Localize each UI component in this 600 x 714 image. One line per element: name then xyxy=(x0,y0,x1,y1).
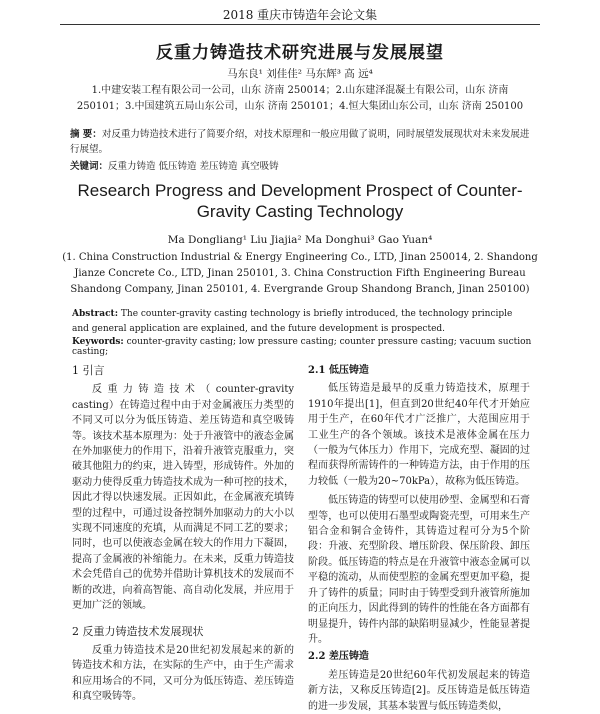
section-1-body: 反重力铸造技术（counter-gravity casting）在铸造过程中由于对金属液压力类型的不同又可以分为低压铸造、差压铸造和真空吸铸等。该技术基本原理为：处于升液管中的液态金属在外加驱使力的作用下，沿着升液管克服重力，突破其他阻力的约束，进入铸型，形成铸件。外加的驱动力使得反重力铸造技术成为一种可控的技术，因此才得以快速发展。正因如此，在金属液充填铸型的过程中，可通过设备控制外加驱动力的大小以实现不同速度的充填，从而满足不同工艺的要求；同时，也可以使液态金属在较大的作用力下凝固，提高了金属液的补缩能力。在未来，反重力铸造技术会凭借自己的优势并借助计算机技术的发展而不断的改进，向着高智能、高自动化发展，并应用于更加广泛的领域。 xyxy=(72,384,294,612)
en-keywords-text: counter-gravity casting; low pressure casting; counter pressure casting; vacuum suction casting; xyxy=(72,337,532,357)
en-keywords-label: Keywords: xyxy=(72,337,124,347)
section-2-2-para-1: 差压铸造是20世纪60年代初发展起来的铸造新方法，又称反压铸造[2]。反压铸造是低压铸造的进一步发展，其基本装置与低压铸造类似， xyxy=(308,669,530,712)
cn-keywords xyxy=(70,158,530,172)
en-abstract-text: The counter-gravity casting technology is briefly introduced, the technology principle and general application are explained, and the future development is prospected. xyxy=(72,309,513,334)
section-2-2-heading: 2.2 差压铸造 xyxy=(308,651,369,663)
cn-affiliations: 1.中建安装工程有限公司一公司，山东 济南 250014；2.山东建泽混凝土有限公司，山东 济南 250101；3.中国建筑五局山东公司，山东 济南 250101；4.恒大集团山东公司，山东 济南 250100 xyxy=(76,85,524,112)
en-abstract-label: Abstract: xyxy=(72,309,119,319)
en-keywords xyxy=(72,337,532,357)
cn-abstract xyxy=(70,127,530,157)
en-authors: Ma Dongliang¹ Liu Jiajia² Ma Donghui³ Gao Yuan⁴ xyxy=(167,234,433,246)
section-2-heading: 2 反重力铸造技术发展现状 xyxy=(72,624,204,638)
cn-keywords-label: 关键词： xyxy=(70,161,109,172)
running-header: 2018 重庆市铸造年会论文集 xyxy=(222,8,378,22)
header-rule xyxy=(60,24,540,25)
cn-title: 反重力铸造技术研究进展与发展展望 xyxy=(156,43,444,63)
section-2-body: 反重力铸造技术是20世纪初发展起来的新的铸造技术和方法，在实际的生产中，由于生产需求和应用场合的不同，又可分为低压铸造、差压铸造和真空吸铸等。 xyxy=(72,644,294,703)
right-column xyxy=(308,363,530,714)
section-2-1-para-2: 低压铸造的铸型可以使用砂型、金属型和石膏型等，也可以使用石墨型或陶瓷壳型，可用来生产铝合金和铜合金铸件，其铸造过程可分为5个阶段：升液、充型阶段、增压阶段、保压阶段、卸压阶段。低压铸造的特点是在升液管中液态金属可以平稳的流动，从而使型腔的金属充型更加平稳，提升了铸件的质量；同时由于铸型受到升液管所施加的正向压力，因此得到的铸件的性能在各方面都有明显提升，铸件内部的缺陷明显减少，性能显著提升。 xyxy=(308,495,530,645)
section-2-1-heading: 2.1 低压铸造 xyxy=(308,365,369,376)
cn-authors: 马东良¹ 刘佳佳² 马东辉³ 高 远⁴ xyxy=(227,68,373,80)
section-2-1-para-1: 低压铸造是最早的反重力铸造技术，原理于1910年提出[1]，但直到20世纪40年代才开始应用于生产，在60年代才广泛推广，大范围应用于工业生产的各个领域。该技术是液体金属在压力（一般为气体压力）作用下，完成充型、凝固的过程而获得所需铸件的一种铸造方法，由于作用的压力较低（一般为20~70kPa），故称为低压铸造。 xyxy=(308,383,530,487)
cn-abstract-text: 对反重力铸造技术进行了简要介绍，对技术原理和一般应用做了说明，同时展望发展现状对未来发展进行展望。 xyxy=(70,129,530,155)
left-column xyxy=(72,363,294,705)
en-title: Research Progress and Development Prospect of Counter-Gravity Casting Technology xyxy=(77,181,523,221)
en-abstract xyxy=(72,307,532,337)
cn-abstract-label: 摘 要： xyxy=(70,129,102,140)
en-affiliations: (1. China Construction Industrial & Energy Engineering Co., LTD, Jinan 250014, 2. Shandong Jianze Concrete Co., LTD, Jinan 250101, 3. China Construction Fifth Engineering Bureau Shandong Company, Jinan 250101, 4. Evergrande Group Shandong Branch, Jinan 250100) xyxy=(62,252,538,295)
cn-keywords-text: 反重力铸造 低压铸造 差压铸造 真空吸铸 xyxy=(108,161,279,172)
section-1-heading: 1 引言 xyxy=(72,364,105,377)
